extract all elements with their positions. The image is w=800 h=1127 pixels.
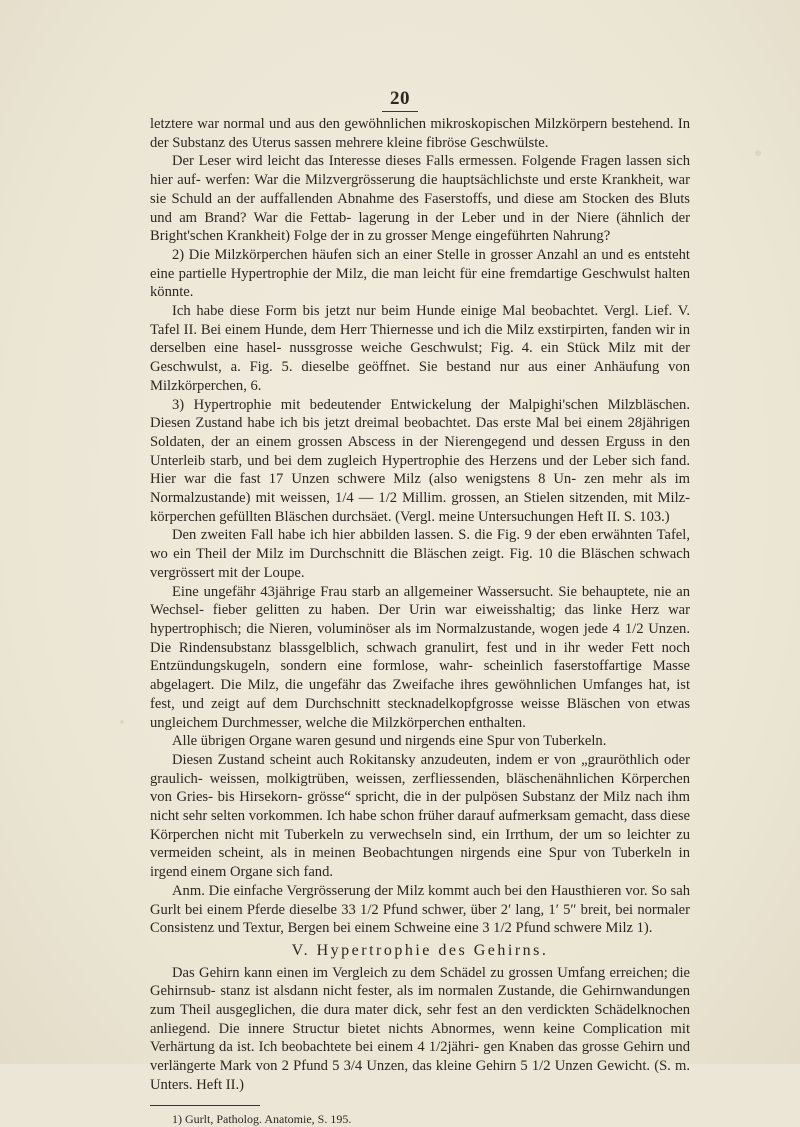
- footnote-divider: [150, 1105, 260, 1106]
- paragraph: Diesen Zustand scheint auch Rokitansky anzudeuten, indem er von „grauröthlich oder graulich- weissen, molkigtrüben, weissen, zerfliessenden, bläschenähnlichen Körperchen von Gries- bis Hirsekorn- grösse“ spricht, die in der pulpösen Substanz der Milz nach ihm nicht sehr selten vorkommen. Ich habe schon früher darauf aufmerksam gemacht, dass diese Körperchen nicht mit Tuberkeln zu verwechseln sind, ein Irrthum, der um so leichter zu vermeiden scheint, als in meinen Beobachtungen nirgends eine Spur von Tuberkeln in irgend einem Organe sich fand.: [150, 751, 690, 881]
- paragraph: Eine ungefähr 43jährige Frau starb an allgemeiner Wassersucht. Sie behauptete, nie an Wechsel- fieber gelitten zu haben. Der Urin war eiweisshaltig; das linke Herz war hypertrophisch; die Nieren, voluminöser als im Normalzustande, wogen jede 4 1/2 Unzen. Die Rindensubstanz blassgelblich, schwach granulirt, fest und in ihr weder Fett noch Entzündungskugeln, sondern eine formlose, wahr- scheinlich faserstoffartige Masse abgelagert. Die Milz, die ungefähr das Zweifache ihres gewöhnlichen Umfanges hat, ist fest, und zeigt auf dem Durchschnitt stecknadelkopfgrosse weisse Bläschen von etwas ungleichem Durchmesser, welche die Milzkörperchen enthalten.: [150, 583, 690, 731]
- paragraph: Ich habe diese Form bis jetzt nur beim Hunde einige Mal beobachtet. Vergl. Lief. V. Tafel II. Bei einem Hunde, dem Herr Thiernesse und ich die Milz exstirpirten, fanden wir in derselben eine hasel- nussgrosse weiche Geschwulst; Fig. 4. ein Stück Milz mit der Geschwulst, a. Fig. 5. dieselbe geöffnet. Sie bestand nur aus einer Anhäufung von Milzkörperchen, 6.: [150, 303, 690, 394]
- main-text: [150, 115, 690, 1127]
- paper-spot: [120, 720, 124, 724]
- page-number-text: 20: [382, 88, 418, 112]
- paragraph: 3) Hypertrophie mit bedeutender Entwickelung der Malpighi'schen Milzbläschen. Diesen Zustand habe ich bis jetzt dreimal beobachtet. Das erste Mal bei einem 28jährigen Soldaten, der an einem grossen Abscess in der Nierengegend und dessen Erguss in den Unterleib starb, und bei dem zugleich Hypertrophie des Herzens und der Leber sich fand. Hier war die fast 17 Unzen schwere Milz (also wenigstens 8 Un- zen mehr als im Normalzustande) mit weissen, 1/4 — 1/2 Millim. grossen, an Stielen sitzenden, mit Milz- körperchen gefüllten Bläschen durchsäet. (Vergl. meine Untersuchungen Heft II. S. 103.): [150, 396, 690, 525]
- footnote: 1) Gurlt, Patholog. Anatomie, S. 195.: [172, 1111, 352, 1126]
- paragraph: Das Gehirn kann einen im Vergleich zu dem Schädel zu grossen Umfang erreichen; die Gehirnsub- stanz ist alsdann nicht fester, als im normalen Zustande, die Gehirnwandungen zum Theil ausgeglichen, die dura mater dick, sehr fest an den verdickten Schädelknochen anliegend. Die innere Structur bietet nichts Abnormes, wenn keine Complication mit Verhärtung da ist. Ich beobachtete bei einem 4 1/2jähri- gen Knaben das grosse Gehirn und verlängerte Mark von 2 Pfund 5 3/4 Unzen, das kleine Gehirn 5 1/2 Unzen Gewicht. (S. m. Unters. Heft II.): [150, 964, 690, 1093]
- paper-spot: [755, 150, 761, 156]
- paragraph: Anm. Die einfache Vergrösserung der Milz kommt auch bei den Hausthieren vor. So sah Gurlt bei einem Pferde dieselbe 33 1/2 Pfund schwer, über 2′ lang, 1′ 5″ breit, bei normaler Consistenz und Textur, Bergen bei einem Schweine eine 3 1/2 Pfund schwere Milz 1).: [150, 882, 690, 937]
- section-heading: V. Hypertrophie des Gehirns.: [291, 941, 549, 959]
- paragraph: 2) Die Milzkörperchen häufen sich an einer Stelle in grosser Anzahl an und es entsteht eine partielle Hypertrophie der Milz, die man leicht für eine fremdartige Geschwulst halten könnte.: [150, 246, 690, 301]
- paragraph: Der Leser wird leicht das Interesse dieses Falls ermessen. Folgende Fragen lassen sich hier auf- werfen: War die Milzvergrösserung die hauptsächlichste und erste Krankheit, war sie Schuld an der auffallenden Abnahme des Faserstoffs, und diese am Stocken des Bluts und am Brand? War die Fettab- lagerung in der Leber und in der Niere (ähnlich der Bright'schen Krankheit) Folge der in zu grosser Menge eingeführten Nahrung?: [150, 153, 690, 245]
- paragraph: Den zweiten Fall habe ich hier abbilden lassen. S. die Fig. 9 der eben erwähnten Tafel, wo ein Theil der Milz im Durchschnitt die Bläschen zeigt. Fig. 10 die Bläschen schwach vergrössert mit der Loupe.: [150, 527, 690, 581]
- paragraph: Alle übrigen Organe waren gesund und nirgends eine Spur von Tuberkeln.: [172, 733, 607, 750]
- page-number: [0, 88, 800, 112]
- paragraph: letztere war normal und aus den gewöhnlichen mikroskopischen Milzkörpern bestehend. In der Substanz des Uterus sassen mehrere kleine fibröse Geschwülste.: [150, 116, 690, 151]
